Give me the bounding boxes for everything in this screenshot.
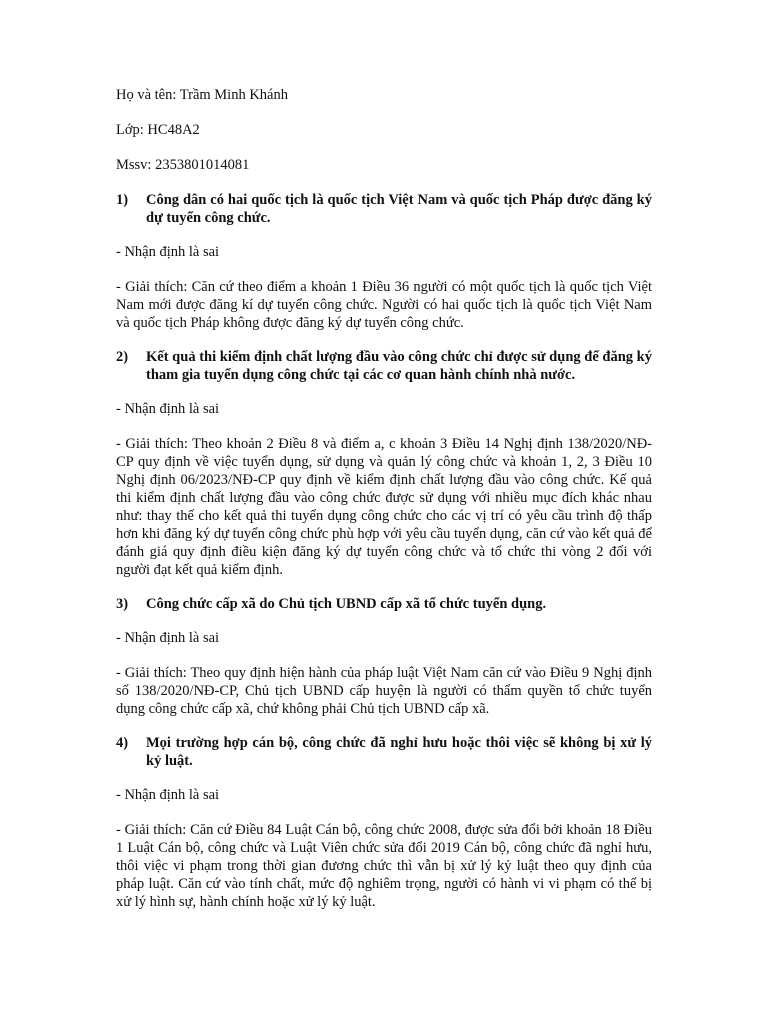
- question-number: 4): [116, 735, 129, 751]
- verdict: - Nhận định là sai: [116, 401, 220, 417]
- question-statement: Kết quả thi kiểm định chất lượng đầu vào công chức chỉ được sử dụng để đăng ký tham gia tuyển dụng công chức tại các cơ quan hành chính nhà nước.: [146, 349, 652, 383]
- student-class: Lớp: HC48A2: [116, 122, 200, 138]
- question-2: [116, 348, 652, 384]
- student-name: Họ và tên: Trầm Minh Khánh: [116, 87, 288, 103]
- verdict: - Nhận định là sai: [116, 630, 220, 646]
- document-body: [116, 86, 652, 927]
- explanation: - Giải thích: Theo khoản 2 Điều 8 và điểm a, c khoản 3 Điều 14 Nghị định 138/2020/NĐ-CP quy định về việc tuyển dụng, sử dụng và quản lý công chức và khoản 1, 2, 3 Điều 10 Nghị định 06/2023/NĐ-CP quy định về kiểm định chất lượng đầu vào công chức. Kế quả thi kiểm định chất lượng đầu vào công chức được sử dụng với nhiều mục đích khác nhau như: thay thế cho kết quả thi tuyển dụng công chức cho các vị trí có yêu cầu trình độ thấp hơn khi đăng ký dự tuyển công chức phù hợp với yêu cầu tuyển dụng, căn cứ vào kết quả để đánh giá quy định điều kiện đăng ký dự tuyển công chức và tổ chức thi vòng 2 đối với người đạt kết quả kiểm định.: [116, 436, 652, 578]
- question-number: 1): [116, 192, 129, 208]
- explanation: - Giải thích: Căn cứ theo điểm a khoản 1 Điều 36 người có một quốc tịch là quốc tịch Việt Nam mới được đăng kí dự tuyển công chức. Người có hai quốc tịch là quốc tịch Việt Nam và quốc tịch Pháp không được đăng ký dự tuyển công chức.: [116, 279, 652, 331]
- question-statement: Mọi trường hợp cán bộ, công chức đã nghỉ hưu hoặc thôi việc sẽ không bị xử lý kỷ luật.: [146, 735, 652, 769]
- question-statement: Công chức cấp xã do Chủ tịch UBND cấp xã tổ chức tuyển dụng.: [146, 596, 547, 612]
- question-statement: Công dân có hai quốc tịch là quốc tịch Việt Nam và quốc tịch Pháp được đăng ký dự tuyển công chức.: [146, 192, 652, 226]
- question-number: 2): [116, 349, 129, 365]
- verdict: - Nhận định là sai: [116, 787, 220, 803]
- question-3: [116, 595, 652, 613]
- question-1: [116, 191, 652, 227]
- question-number: 3): [116, 596, 129, 612]
- explanation: - Giải thích: Căn cứ Điều 84 Luật Cán bộ, công chức 2008, được sửa đổi bởi khoản 18 Điều 1 Luật Cán bộ, công chức và Luật Viên chức sửa đổi 2019 Cán bộ, công chức đã nghỉ hưu, thôi việc vi phạm trong thời gian đương chức thì vẫn bị xử lý kỷ luật theo quy định của pháp luật. Căn cứ vào tính chất, mức độ nghiêm trọng, người có hành vi vi phạm có thể bị xử lý hình sự, hành chính hoặc xử lý kỷ luật.: [116, 822, 652, 910]
- student-id: Mssv: 2353801014081: [116, 157, 250, 173]
- verdict: - Nhận định là sai: [116, 244, 220, 260]
- question-4: [116, 734, 652, 770]
- explanation: - Giải thích: Theo quy định hiện hành của pháp luật Việt Nam căn cứ vào Điều 9 Nghị định số 138/2020/NĐ-CP, Chủ tịch UBND cấp huyện là người có thẩm quyền tổ chức tuyển dụng công chức cấp xã, chứ không phải Chủ tịch UBND cấp xã.: [116, 665, 652, 717]
